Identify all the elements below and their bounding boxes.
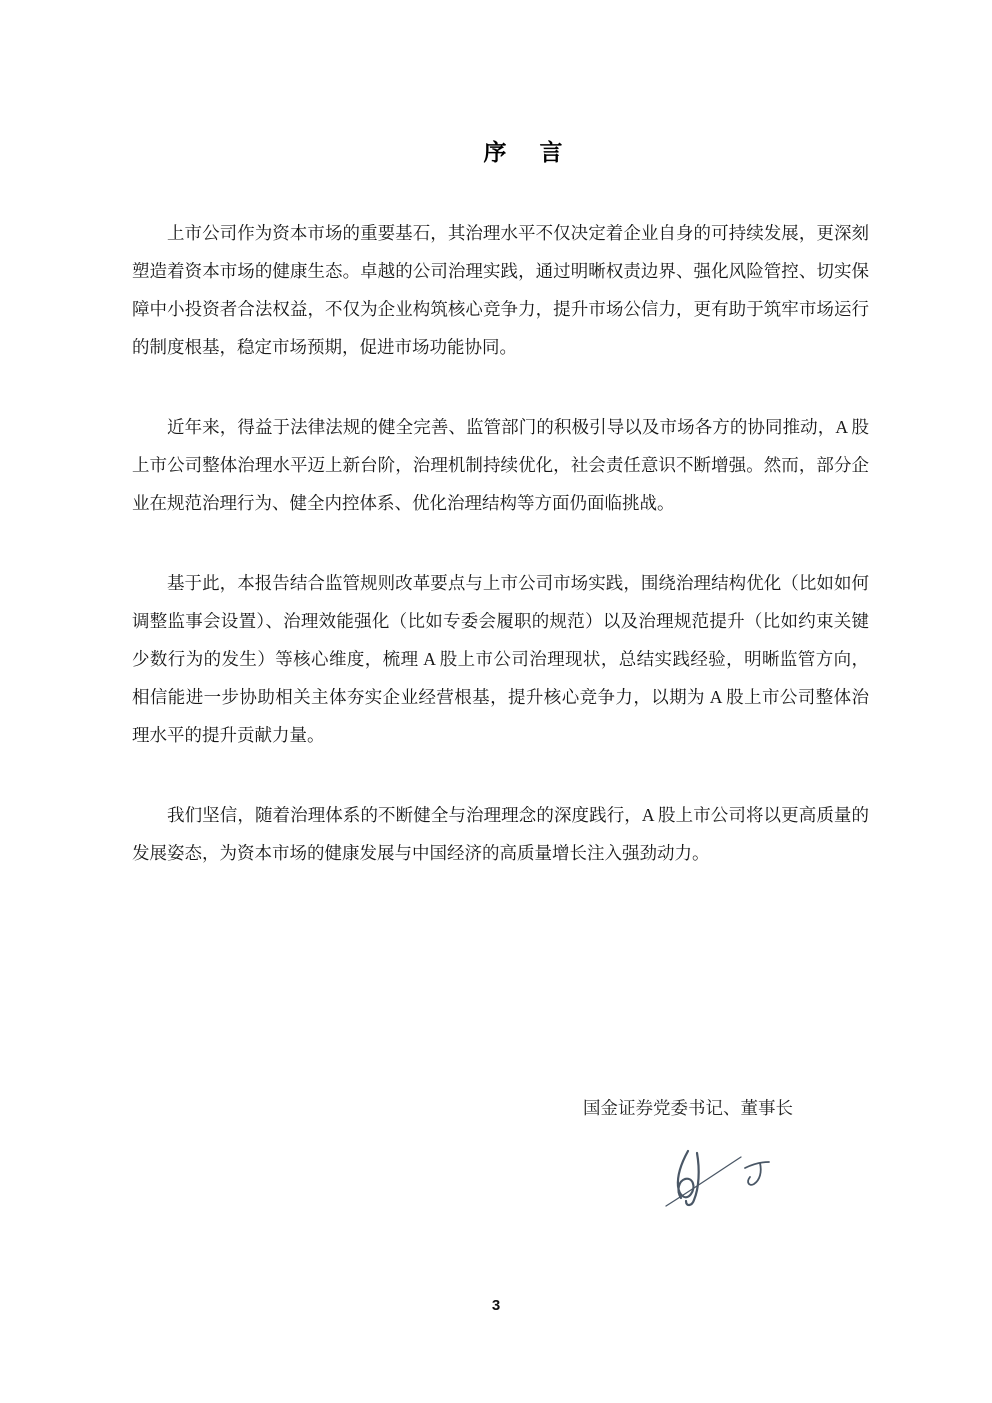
page-number: 3 xyxy=(491,1297,501,1314)
preface-body xyxy=(132,214,869,914)
signature-stroke-loop xyxy=(678,1151,694,1198)
paragraph-3: 基于此，本报告结合监管规则改革要点与上市公司市场实践，围绕治理结构优化（比如如何调整监事会设置）、治理效能强化（比如专委会履职的规范）以及治理规范提升（比如约束关键少数行为的发生）等核心维度，梳理 A 股上市公司治理现状，总结实践经验，明晰监管方向，相信能进一步协助相关主体夯实企业经营根基，提升核心竞争力，以期为 A 股上市公司整体治理水平的提升贡献力量。 xyxy=(132,573,869,745)
signoff-title-line: 国金证券党委书记、董事长 xyxy=(583,1098,793,1118)
handwritten-signature-image xyxy=(650,1138,785,1218)
paragraph-4: 我们坚信，随着治理体系的不断健全与治理理念的深度践行，A 股上市公司将以更高质量的发展姿态，为资本市场的健康发展与中国经济的高质量增长注入强劲动力。 xyxy=(132,805,869,863)
page-title: 序 言 xyxy=(483,139,568,165)
signature-stroke-bar xyxy=(745,1162,769,1168)
paragraph-2: 近年来，得益于法律法规的健全完善、监管部门的积极引导以及市场各方的协同推动，A 股上市公司整体治理水平迈上新台阶，治理机制持续优化，社会责任意识不断增强。然而，部分企业在规范治理行为、健全内控体系、优化治理结构等方面仍面临挑战。 xyxy=(132,417,869,513)
paragraph-1: 上市公司作为资本市场的重要基石，其治理水平不仅决定着企业自身的可持续发展，更深刻塑造着资本市场的健康生态。卓越的公司治理实践，通过明晰权责边界、强化风险管控、切实保障中小投资者合法权益，不仅为企业构筑核心竞争力，提升市场公信力，更有助于筑牢市场运行的制度根基，稳定市场预期，促进市场功能协同。 xyxy=(132,223,869,357)
